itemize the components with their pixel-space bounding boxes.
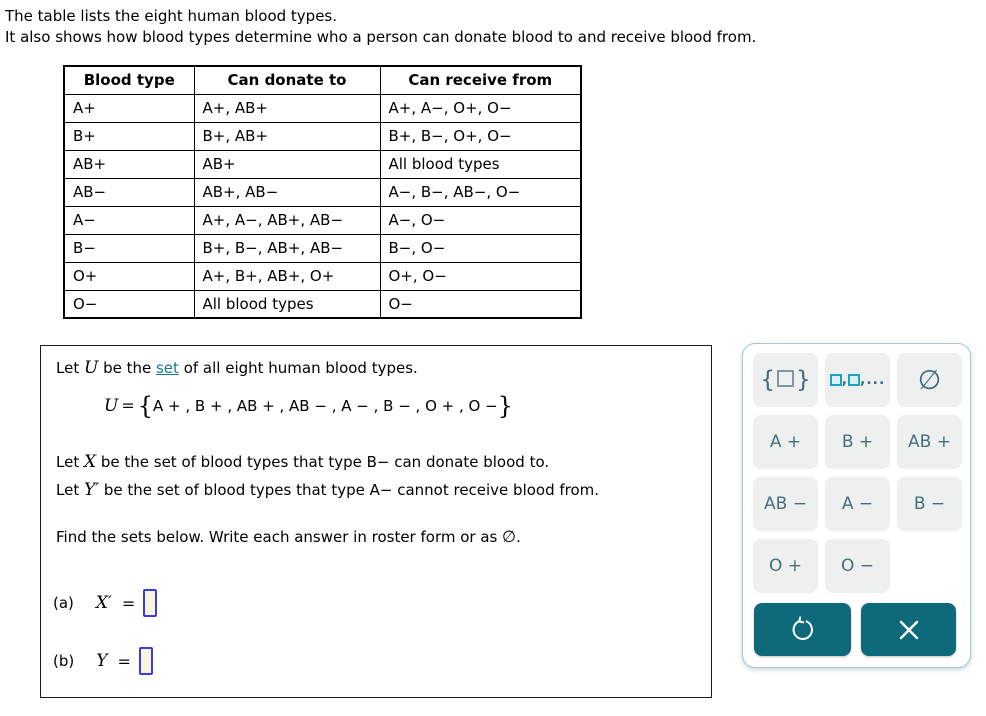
find-pre: Find the sets below. Write each answer in roster form or as bbox=[56, 528, 503, 546]
keypad-button-ab-minus[interactable]: AB − bbox=[753, 477, 818, 531]
find-instruction-line bbox=[56, 527, 521, 546]
table-cell: All blood types bbox=[380, 150, 581, 178]
empty-set-symbol: ∅ bbox=[502, 527, 517, 546]
part-a-row bbox=[53, 589, 157, 617]
let-y-pre: Let bbox=[56, 481, 84, 499]
keypad-grid bbox=[753, 353, 961, 593]
table-cell: All blood types bbox=[194, 290, 380, 318]
table-cell: O− bbox=[380, 290, 581, 318]
part-b-equals: = bbox=[117, 651, 131, 671]
let-u-post: of all eight human blood types. bbox=[178, 359, 418, 377]
table-cell: B+ bbox=[64, 122, 194, 150]
table-cell: A+, AB+ bbox=[194, 94, 380, 122]
table-cell: A+, A−, O+, O− bbox=[380, 94, 581, 122]
part-a-equals: = bbox=[121, 593, 136, 613]
table-cell: B− bbox=[64, 234, 194, 262]
set-elements: A + , B + , AB + , AB − , A − , B − , O + , O − bbox=[153, 397, 498, 415]
clear-button[interactable] bbox=[861, 603, 956, 656]
set-x-variable: X bbox=[83, 452, 97, 472]
intro-line-1: The table lists the eight human blood types. bbox=[5, 7, 338, 25]
table-header-row bbox=[64, 66, 581, 94]
answer-input-a[interactable] bbox=[143, 589, 157, 617]
keypad-set-braces-button[interactable] bbox=[753, 353, 818, 407]
universal-set-equation bbox=[104, 392, 513, 420]
undo-icon bbox=[789, 616, 816, 643]
undo-button[interactable] bbox=[754, 603, 851, 656]
equation-variable: U bbox=[104, 396, 119, 416]
keypad-button-b-minus[interactable]: B − bbox=[897, 477, 962, 531]
table-header-donate: Can donate to bbox=[194, 66, 380, 94]
let-x-pre: Let bbox=[56, 453, 84, 471]
intro-text bbox=[5, 6, 756, 48]
let-u-mid: be the bbox=[98, 359, 156, 377]
empty-set-icon: ∅ bbox=[917, 364, 942, 396]
table-cell: B+, AB+ bbox=[194, 122, 380, 150]
keypad-button-a-minus[interactable]: A − bbox=[825, 477, 890, 531]
keypad-button-a-plus[interactable]: A + bbox=[753, 415, 818, 469]
table-cell: A−, O− bbox=[380, 206, 581, 234]
keypad-button-o-plus[interactable]: O + bbox=[753, 539, 818, 593]
keypad-empty-set-button[interactable] bbox=[897, 353, 962, 407]
table-row bbox=[64, 206, 581, 234]
placeholder-square-icon bbox=[777, 370, 794, 387]
table-cell: A−, B−, AB−, O− bbox=[380, 178, 581, 206]
set-definition-link[interactable]: set bbox=[155, 359, 179, 377]
part-b-row bbox=[53, 647, 153, 675]
table-row bbox=[64, 290, 581, 318]
open-brace: { bbox=[137, 392, 154, 420]
table-row bbox=[64, 122, 581, 150]
table-cell: AB− bbox=[64, 178, 194, 206]
close-icon bbox=[897, 618, 921, 642]
keypad-button-ab-plus[interactable]: AB + bbox=[897, 415, 962, 469]
let-u-line bbox=[56, 358, 418, 378]
let-y-line bbox=[56, 480, 599, 500]
part-b-label: (b) bbox=[53, 652, 75, 670]
table-cell: AB+, AB− bbox=[194, 178, 380, 206]
table-cell: AB+ bbox=[194, 150, 380, 178]
table-cell: O+, O− bbox=[380, 262, 581, 290]
answer-input-b[interactable] bbox=[139, 647, 153, 675]
problem-panel bbox=[40, 345, 712, 698]
table-cell: A+ bbox=[64, 94, 194, 122]
table-cell: A+, A−, AB+, AB− bbox=[194, 206, 380, 234]
table-row bbox=[64, 178, 581, 206]
table-cell: A+, B+, AB+, O+ bbox=[194, 262, 380, 290]
table-cell: B+, B−, AB+, AB− bbox=[194, 234, 380, 262]
list-icon: , ,... bbox=[830, 372, 886, 388]
table-cell: AB+ bbox=[64, 150, 194, 178]
part-a-variable: X′ bbox=[95, 593, 112, 613]
table-cell: A− bbox=[64, 206, 194, 234]
intro-line-2: It also shows how blood types determine who a person can donate blood to and receive blood from. bbox=[5, 28, 757, 46]
part-a-label: (a) bbox=[53, 594, 74, 612]
table-cell: O+ bbox=[64, 262, 194, 290]
equals-sign: = bbox=[121, 396, 135, 415]
table-row bbox=[64, 150, 581, 178]
table-row bbox=[64, 262, 581, 290]
table-cell: B+, B−, O+, O− bbox=[380, 122, 581, 150]
list-square-icon bbox=[848, 374, 860, 386]
let-x-line bbox=[56, 452, 549, 472]
table-row bbox=[64, 234, 581, 262]
close-brace: } bbox=[497, 392, 513, 420]
keypad-action-row bbox=[754, 603, 961, 656]
keypad-button-o-minus[interactable]: O − bbox=[825, 539, 890, 593]
list-square-icon bbox=[830, 374, 842, 386]
set-y-prime-variable: Y′ bbox=[83, 480, 100, 500]
find-post: . bbox=[516, 528, 521, 546]
let-x-post: be the set of blood types that type B− can donate blood to. bbox=[96, 453, 550, 471]
keypad-button-b-plus[interactable]: B + bbox=[825, 415, 890, 469]
keypad-list-button[interactable] bbox=[825, 353, 890, 407]
blood-type-table bbox=[63, 65, 582, 319]
part-b-variable: Y bbox=[96, 651, 108, 671]
table-cell: O− bbox=[64, 290, 194, 318]
set-braces-icon: { } bbox=[760, 366, 811, 393]
table-cell: B−, O− bbox=[380, 234, 581, 262]
table-row bbox=[64, 94, 581, 122]
answer-keypad bbox=[742, 343, 971, 668]
table-header-receive: Can receive from bbox=[380, 66, 581, 94]
let-y-post: be the set of blood types that type A− cannot receive blood from. bbox=[99, 481, 600, 499]
let-u-pre: Let bbox=[56, 359, 84, 377]
set-u-variable: U bbox=[83, 358, 99, 378]
table-header-blood-type: Blood type bbox=[64, 66, 194, 94]
